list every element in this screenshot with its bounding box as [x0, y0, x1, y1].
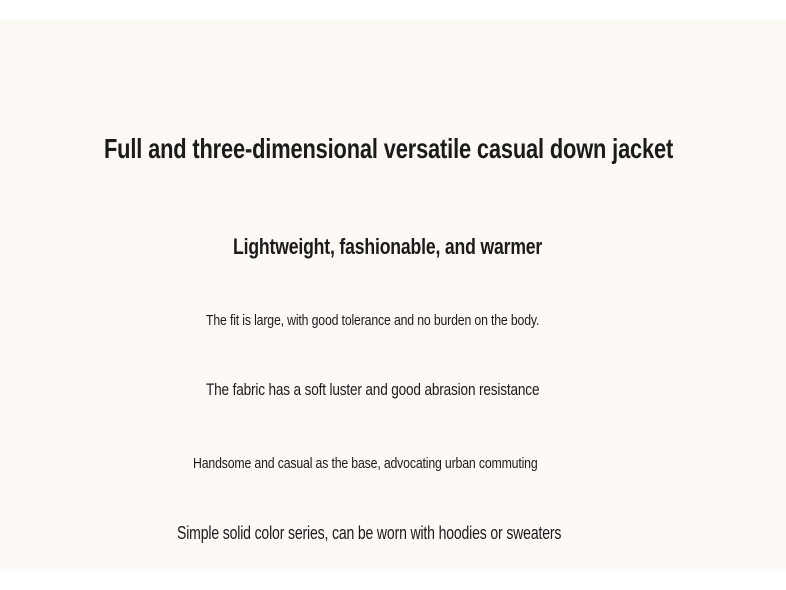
feature-text-fabric: The fabric has a soft luster and good abrasion resistance: [206, 380, 540, 399]
feature-text-style: Handsome and casual as the base, advocating urban commuting: [193, 455, 538, 472]
product-title: Full and three-dimensional versatile casual down jacket: [104, 133, 674, 164]
feature-text-color-series: Simple solid color series, can be worn with hoodies or sweaters: [177, 523, 562, 543]
feature-text-fit: The fit is large, with good tolerance and no burden on the body.: [206, 312, 540, 329]
product-feature-panel: [0, 20, 786, 570]
product-subtitle: Lightweight, fashionable, and warmer: [233, 234, 543, 259]
